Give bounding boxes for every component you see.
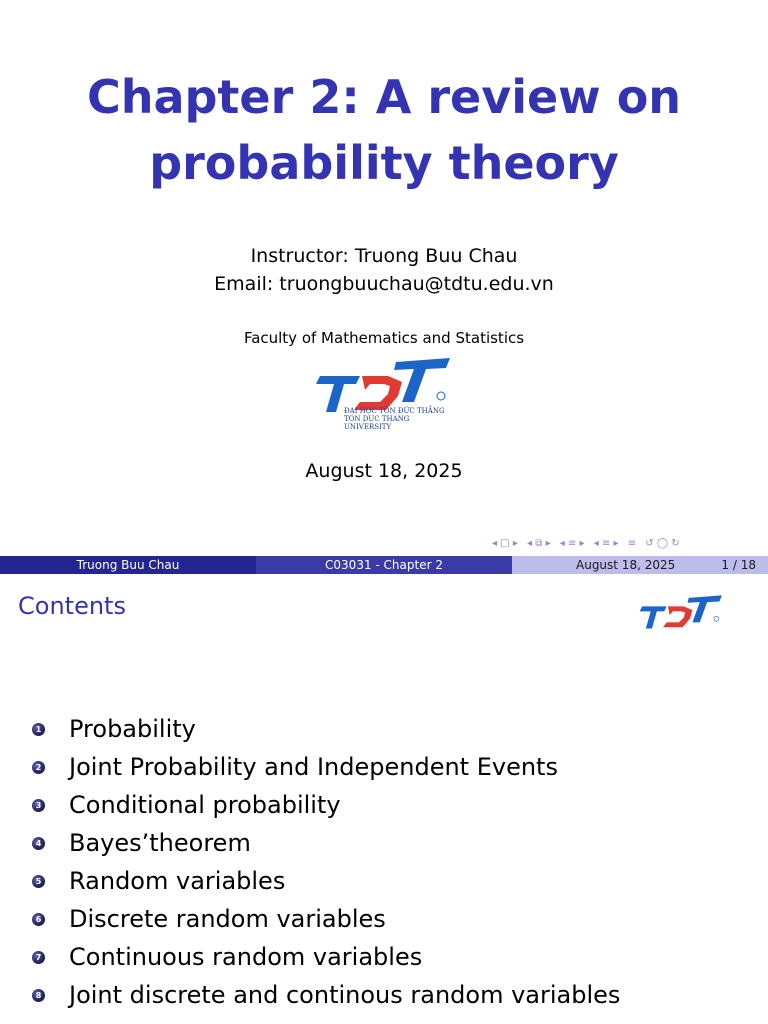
footer-page-number: 1 / 18	[721, 558, 756, 572]
bullet-number-icon: 2	[32, 761, 45, 774]
navigation-bar[interactable]	[492, 538, 764, 552]
toc-item[interactable]	[32, 976, 752, 1014]
toc-item-label[interactable]: Joint discrete and continous random variables	[69, 981, 621, 1009]
bullet-number-icon: 7	[32, 951, 45, 964]
toc-item-label[interactable]: Continuous random variables	[69, 943, 423, 971]
toc-item-label[interactable]: Joint Probability and Independent Events	[69, 753, 558, 781]
toc-item[interactable]	[32, 786, 752, 824]
toc-item-label[interactable]: Conditional probability	[69, 791, 341, 819]
tdt-logo-small-icon	[636, 590, 728, 640]
faculty-line: Faculty of Mathematics and Statistics	[243, 329, 525, 347]
table-of-contents	[32, 710, 752, 1014]
email-line: Email: truongbuuchau@tdtu.edu.vn	[214, 273, 554, 295]
footer-date-page	[512, 556, 768, 574]
bullet-number-icon: 5	[32, 875, 45, 888]
bullet-number-icon: 3	[32, 799, 45, 812]
slide-title-line-1: Chapter 2: A review on	[86, 70, 682, 124]
bullet-number-icon: 8	[32, 989, 45, 1002]
bullet-number-icon: 6	[32, 913, 45, 926]
contents-heading: Contents	[18, 592, 126, 620]
toc-item[interactable]	[32, 862, 752, 900]
nav-toc-icon[interactable]: ≡	[627, 538, 637, 549]
toc-item[interactable]	[32, 748, 752, 786]
toc-item-label[interactable]: Probability	[69, 715, 196, 743]
toc-item-label[interactable]: Random variables	[69, 867, 286, 895]
bullet-number-icon: 4	[32, 837, 45, 850]
university-logo-small	[636, 590, 728, 640]
footer-date: August 18, 2025	[576, 558, 676, 572]
toc-item-label[interactable]: Bayes’theorem	[69, 829, 251, 857]
footer-course: C03031 - Chapter 2	[256, 556, 512, 574]
logo-caption-vn: ĐẠI HỌC TÔN ĐỨC THẮNG	[344, 407, 445, 415]
nav-next-section-icon[interactable]: ◂ ≡ ▸	[593, 538, 619, 549]
nav-prev-subsection-icon[interactable]: ◂ ⧉ ▸	[527, 538, 551, 549]
nav-search-icon[interactable]: ↺ ◯ ↻	[645, 538, 680, 549]
toc-item[interactable]	[32, 938, 752, 976]
toc-item[interactable]	[32, 710, 752, 748]
logo-caption-en: TON DUC THANG UNIVERSITY	[344, 415, 410, 431]
presentation-date: August 18, 2025	[305, 460, 463, 482]
footer-author: Truong Buu Chau	[0, 556, 256, 574]
slide-title-line-2: probability theory	[149, 136, 619, 190]
bullet-number-icon: 1	[32, 723, 45, 736]
toc-item-label[interactable]: Discrete random variables	[69, 905, 386, 933]
toc-item[interactable]	[32, 824, 752, 862]
nav-prev-frame-icon[interactable]: ◂ □ ▸	[492, 538, 518, 549]
nav-prev-section-icon[interactable]: ◂ ≡ ▸	[559, 538, 585, 549]
instructor-line: Instructor: Truong Buu Chau	[250, 245, 518, 267]
toc-item[interactable]	[32, 900, 752, 938]
